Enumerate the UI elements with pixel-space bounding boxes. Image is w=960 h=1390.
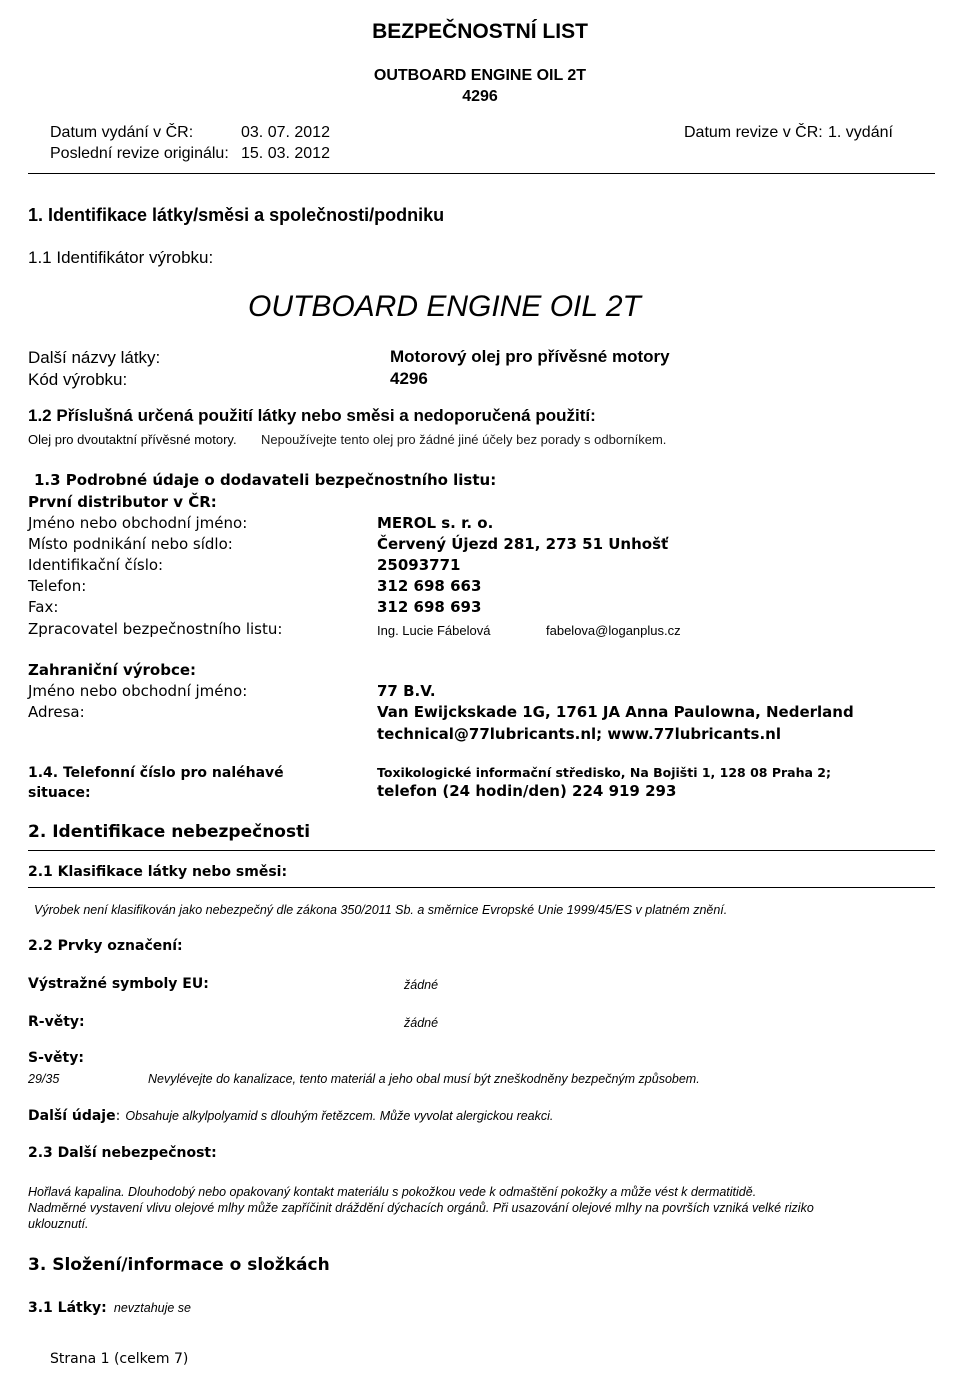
revision-value: 1. vydání [828, 124, 893, 141]
preparer-label: Zpracovatel bezpečnostního listu: [28, 620, 283, 638]
dist-id-label: Identifikační číslo: [28, 556, 164, 574]
other-names-value: Motorový olej pro přívěsné motory [390, 347, 670, 366]
section2-3-heading: 2.3 Další nebezpečnost: [28, 1145, 217, 1161]
section2-1-divider [28, 887, 935, 888]
eu-symbols-label: Výstražné symboly EU: [28, 976, 209, 992]
r-phrases-value: žádné [404, 1016, 439, 1030]
foreign-name-label: Jméno nebo obchodní jméno: [28, 682, 248, 700]
emergency-value-line1: Toxikologické informační středisko, Na Bojišti 1, 128 08 Praha 2; [377, 765, 831, 780]
dist-id-value: 25093771 [377, 556, 461, 574]
emergency-label-line1: 1.4. Telefonní číslo pro naléhavé [28, 765, 284, 781]
product-code-label: Kód výrobku: [28, 370, 128, 389]
foreign-contact-value: technical@77lubricants.nl; www.77lubricants.nl [377, 725, 781, 743]
preparer-name: Ing. Lucie Fábelová [377, 623, 491, 638]
dist-name-value: MEROL s. r. o. [377, 514, 494, 532]
dist-seat-label: Místo podnikání nebo sídlo: [28, 535, 233, 553]
section3-1-line [28, 1297, 191, 1316]
dist-name-label: Jméno nebo obchodní jméno: [28, 514, 248, 532]
section1-2-text-b: Nepoužívejte tento olej pro žádné jiné účely bez porady s odborníkem. [261, 432, 667, 447]
revision-label: Datum revize v ČR: [684, 124, 823, 141]
foreign-address-label: Adresa: [28, 703, 85, 721]
s-phrase-code: 29/35 [28, 1072, 60, 1086]
other-info-line [28, 1105, 553, 1124]
header-divider [28, 173, 935, 174]
header-product-code: 4296 [462, 88, 498, 105]
issue-date-value: 03. 07. 2012 [241, 124, 330, 141]
emergency-value-line2: telefon (24 hodin/den) 224 919 293 [377, 782, 677, 800]
section3-1-label: 3.1 Látky: [28, 1300, 107, 1316]
section2-3-line3: uklouznutí. [28, 1217, 89, 1231]
section1-2-heading: 1.2 Příslušná určená použití látky nebo směsi a nedoporučená použití: [28, 406, 596, 425]
section2-2-heading: 2.2 Prvky označení: [28, 938, 183, 954]
emergency-label-line2: situace: [28, 785, 91, 801]
other-info-text: Obsahuje alkylpolyamid s dlouhým řetězcem. Může vyvolat alergickou reakci. [125, 1109, 554, 1123]
preparer-email: fabelova@loganplus.cz [546, 623, 681, 638]
section1-2-text-a: Olej pro dvoutaktní přívěsné motory. [28, 432, 237, 447]
foreign-producer-heading: Zahraniční výrobce: [28, 661, 197, 679]
dist-fax-value: 312 698 693 [377, 598, 482, 616]
product-code-value: 4296 [390, 369, 428, 388]
section2-heading: 2. Identifikace nebezpečnosti [28, 822, 311, 842]
page-number: Strana 1 (celkem 7) [50, 1351, 189, 1367]
product-title: OUTBOARD ENGINE OIL 2T [248, 290, 641, 323]
section2-3-line1: Hořlavá kapalina. Dlouhodobý nebo opakovaný kontakt materiálu s pokožkou vede k odmaštění pokožky a může vést k dermatitidě. [28, 1185, 757, 1199]
other-names-label: Další názvy látky: [28, 348, 161, 367]
issue-date-label: Datum vydání v ČR: [50, 124, 194, 141]
section2-3-line2: Nadměrné vystavení vlivu olejové mlhy může zapříčinit dráždění dýchacích orgánů. Při usazování olejové mlhy na površích vzniká velké riziko [28, 1201, 814, 1215]
section3-1-value: nevztahuje se [113, 1301, 192, 1315]
other-info-label: Další údaje [28, 1108, 116, 1124]
section2-divider [28, 850, 935, 851]
r-phrases-label: R-věty: [28, 1014, 85, 1030]
section3-heading: 3. Složení/informace o složkách [28, 1255, 330, 1275]
s-phrase-text: Nevylévejte do kanalizace, tento materiál a jeho obal musí být zneškodněny bezpečným způsobem. [148, 1072, 700, 1086]
other-info-colon: : [115, 1108, 121, 1124]
eu-symbols-value: žádné [404, 978, 439, 992]
distributor-heading: První distributor v ČR: [28, 493, 217, 511]
original-revision-value: 15. 03. 2012 [241, 145, 330, 162]
section1-3-heading: 1.3 Podrobné údaje o dodavateli bezpečnostního listu: [34, 471, 497, 489]
header-product-name: OUTBOARD ENGINE OIL 2T [373, 67, 587, 84]
document-title: BEZPEČNOSTNÍ LIST [372, 20, 588, 43]
original-revision-label: Poslední revize originálu: [50, 145, 229, 162]
dist-fax-label: Fax: [28, 598, 59, 616]
foreign-name-value: 77 B.V. [377, 682, 436, 700]
dist-seat-value: Červený Újezd 281, 273 51 Unhošť [377, 535, 669, 553]
dist-phone-value: 312 698 663 [377, 577, 482, 595]
foreign-address-value: Van Ewijckskade 1G, 1761 JA Anna Paulowna, Nederland [377, 703, 854, 721]
dist-phone-label: Telefon: [28, 577, 87, 595]
section1-1-label: 1.1 Identifikátor výrobku: [28, 248, 214, 267]
section2-1-heading: 2.1 Klasifikace látky nebo směsi: [28, 864, 288, 880]
section2-1-text: Výrobek není klasifikován jako nebezpečný dle zákona 350/2011 Sb. a směrnice Evropské Unie 1999/45/ES v platném znění. [34, 903, 728, 917]
section1-heading: 1. Identifikace látky/směsi a společnosti/podniku [28, 205, 445, 225]
s-phrases-label: S-věty: [28, 1050, 84, 1066]
